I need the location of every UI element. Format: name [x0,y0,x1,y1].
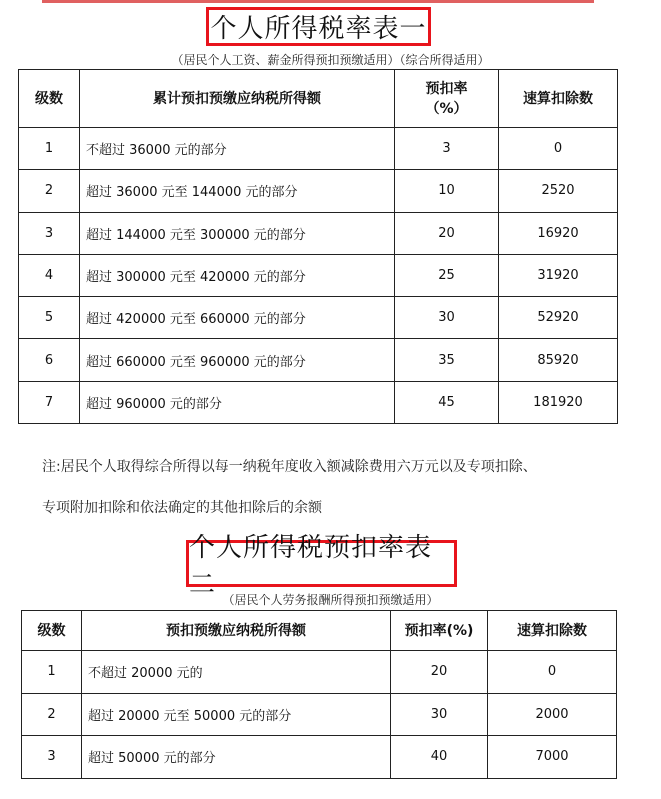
income-range-cell: 不超过 36000 元的部分 [80,128,395,170]
table2-header-income: 预扣预缴应纳税所得额 [82,611,391,651]
income-range-cell: 不超过 20000 元的 [82,651,391,694]
income-range-cell: 超过 300000 元至 420000 元的部分 [80,254,395,296]
table2-subtitle: （居民个人劳务报酬所得预扣预缴适用） [222,593,439,607]
deduction-cell: 0 [499,128,618,170]
rate-cell: 40 [391,736,488,779]
level-cell: 1 [22,651,82,694]
table2-header-deduction: 速算扣除数 [488,611,617,651]
deduction-cell: 52920 [499,297,618,339]
level-cell: 5 [19,297,80,339]
table-row [22,736,617,779]
rate-cell: 20 [395,212,499,254]
table-row [19,128,618,170]
table1-header-row [19,70,618,128]
deduction-cell: 0 [488,651,617,694]
level-cell: 2 [19,170,80,212]
deduction-cell: 181920 [499,381,618,423]
top-divider [42,0,594,3]
table-row [22,651,617,694]
table1-header-rate-line2: （%） [425,100,468,117]
rate-cell: 3 [395,128,499,170]
note-line-2: 专项附加扣除和依法确定的其他扣除后的余额 [42,500,322,516]
tax-rate-table-1 [18,69,618,424]
table-row [19,381,618,423]
table-row [19,297,618,339]
table-row [19,254,618,296]
table1-subtitle: （居民个人工资、薪金所得预扣预缴适用）（综合所得适用） [171,53,490,67]
table2-header-row [22,611,617,651]
level-cell: 6 [19,339,80,381]
income-range-cell: 超过 50000 元的部分 [82,736,391,779]
table1-header-level: 级数 [19,70,80,128]
level-cell: 2 [22,693,82,736]
deduction-cell: 7000 [488,736,617,779]
level-cell: 3 [19,212,80,254]
table-row [19,212,618,254]
rate-cell: 30 [395,297,499,339]
rate-cell: 35 [395,339,499,381]
table1-header-rate-line1: 预扣率 [425,80,468,97]
deduction-cell: 2520 [499,170,618,212]
rate-cell: 25 [395,254,499,296]
table2-title: 个人所得税预扣率表二 [186,540,457,587]
deduction-cell: 85920 [499,339,618,381]
table-row [19,170,618,212]
level-cell: 4 [19,254,80,296]
table2-body [22,651,617,779]
deduction-cell: 31920 [499,254,618,296]
table1-body [19,128,618,424]
rate-cell: 30 [391,693,488,736]
level-cell: 1 [19,128,80,170]
table1-header-rate [395,70,499,128]
income-range-cell: 超过 660000 元至 960000 元的部分 [80,339,395,381]
rate-cell: 10 [395,170,499,212]
table1-header-income: 累计预扣预缴应纳税所得额 [80,70,395,128]
income-range-cell: 超过 144000 元至 300000 元的部分 [80,212,395,254]
income-range-cell: 超过 20000 元至 50000 元的部分 [82,693,391,736]
income-range-cell: 超过 960000 元的部分 [80,381,395,423]
table1-header-deduction: 速算扣除数 [499,70,618,128]
deduction-cell: 16920 [499,212,618,254]
rate-cell: 45 [395,381,499,423]
income-range-cell: 超过 36000 元至 144000 元的部分 [80,170,395,212]
level-cell: 3 [22,736,82,779]
income-range-cell: 超过 420000 元至 660000 元的部分 [80,297,395,339]
tax-rate-table-2 [21,610,617,779]
table-row [22,693,617,736]
table1-title: 个人所得税率表一 [206,7,431,46]
table-row [19,339,618,381]
level-cell: 7 [19,381,80,423]
deduction-cell: 2000 [488,693,617,736]
note-line-1: 注:居民个人取得综合所得以每一纳税年度收入额减除费用六万元以及专项扣除、 [42,459,537,475]
table2-header-rate: 预扣率(%) [391,611,488,651]
rate-cell: 20 [391,651,488,694]
table2-header-level: 级数 [22,611,82,651]
